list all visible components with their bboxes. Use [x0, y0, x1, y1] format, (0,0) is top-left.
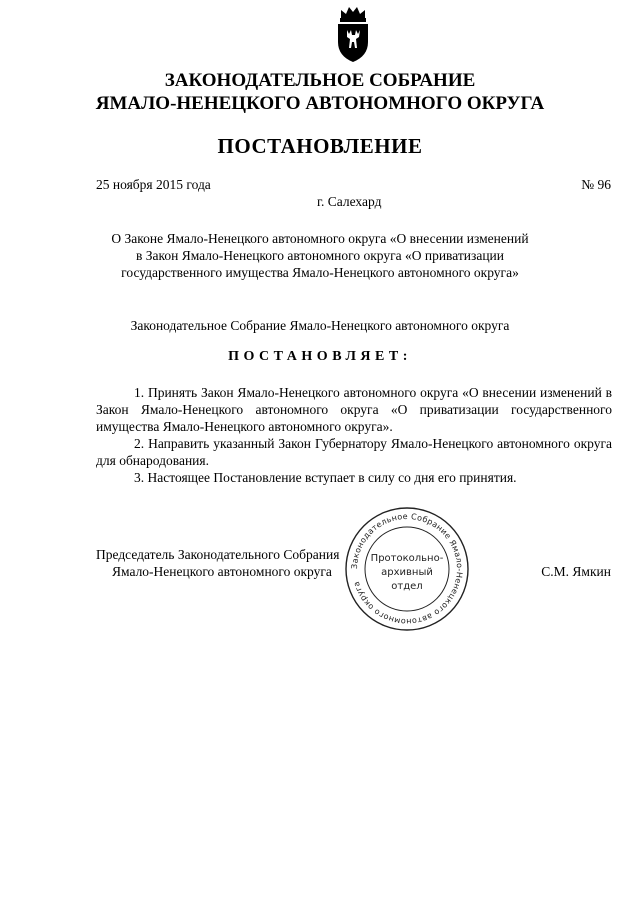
document-type-title: ПОСТАНОВЛЕНИЕ: [217, 134, 423, 158]
signatory-position-line1: Председатель Законодательного Собрания: [96, 547, 340, 562]
preamble: Законодательное Собрание Ямало-Ненецкого автономного округа: [130, 318, 510, 333]
resolution-items: [96, 384, 612, 486]
organization-name-line2: ЯМАЛО-НЕНЕЦКОГО АВТОНОМНОГО ОКРУГА: [95, 93, 545, 114]
organization-name-line1: ЗАКОНОДАТЕЛЬНОЕ СОБРАНИЕ: [164, 70, 476, 91]
signatory-name: С.М. Ямкин: [541, 564, 611, 579]
stamp-center-line3: отдел: [391, 581, 423, 592]
signatory-position-line2: Ямало-Ненецкого автономного округа: [112, 564, 332, 579]
resolution-item-1: 1. Принять Закон Ямало-Ненецкого автономного округа «О внесении изменений в Закон Ямало-Ненецкого автономного округа «О приватизации государственного имущества Ямало-Ненецкого автономного округа».: [96, 385, 612, 434]
document-city: г. Салехард: [317, 194, 382, 209]
document-date: 25 ноября 2015 года: [96, 177, 211, 192]
subject-line-3: государственного имущества Ямало-Ненецкого автономного округа»: [121, 265, 519, 280]
resolution-item-3: 3. Настоящее Постановление вступает в силу со дня его принятия.: [134, 470, 517, 485]
official-stamp: [343, 505, 471, 633]
subject-line-1: О Законе Ямало-Ненецкого автономного округа «О внесении изменений: [111, 231, 529, 246]
decides-heading: ПОСТАНОВЛЯЕТ:: [228, 349, 412, 364]
document-number: № 96: [581, 177, 611, 192]
coat-of-arms-icon: [333, 4, 373, 64]
stamp-center-line1: Протокольно-: [370, 553, 444, 564]
stamp-center-line2: архивный: [381, 567, 433, 578]
resolution-item-2: 2. Направить указанный Закон Губернатору Ямало-Ненецкого автономного округа для обнародования.: [96, 436, 612, 468]
subject-line-2: в Закон Ямало-Ненецкого автономного округа «О приватизации: [135, 248, 505, 263]
stamp-ring-text: Законодательное Собрание Ямало-Ненецкого автономного округа: [349, 511, 465, 627]
